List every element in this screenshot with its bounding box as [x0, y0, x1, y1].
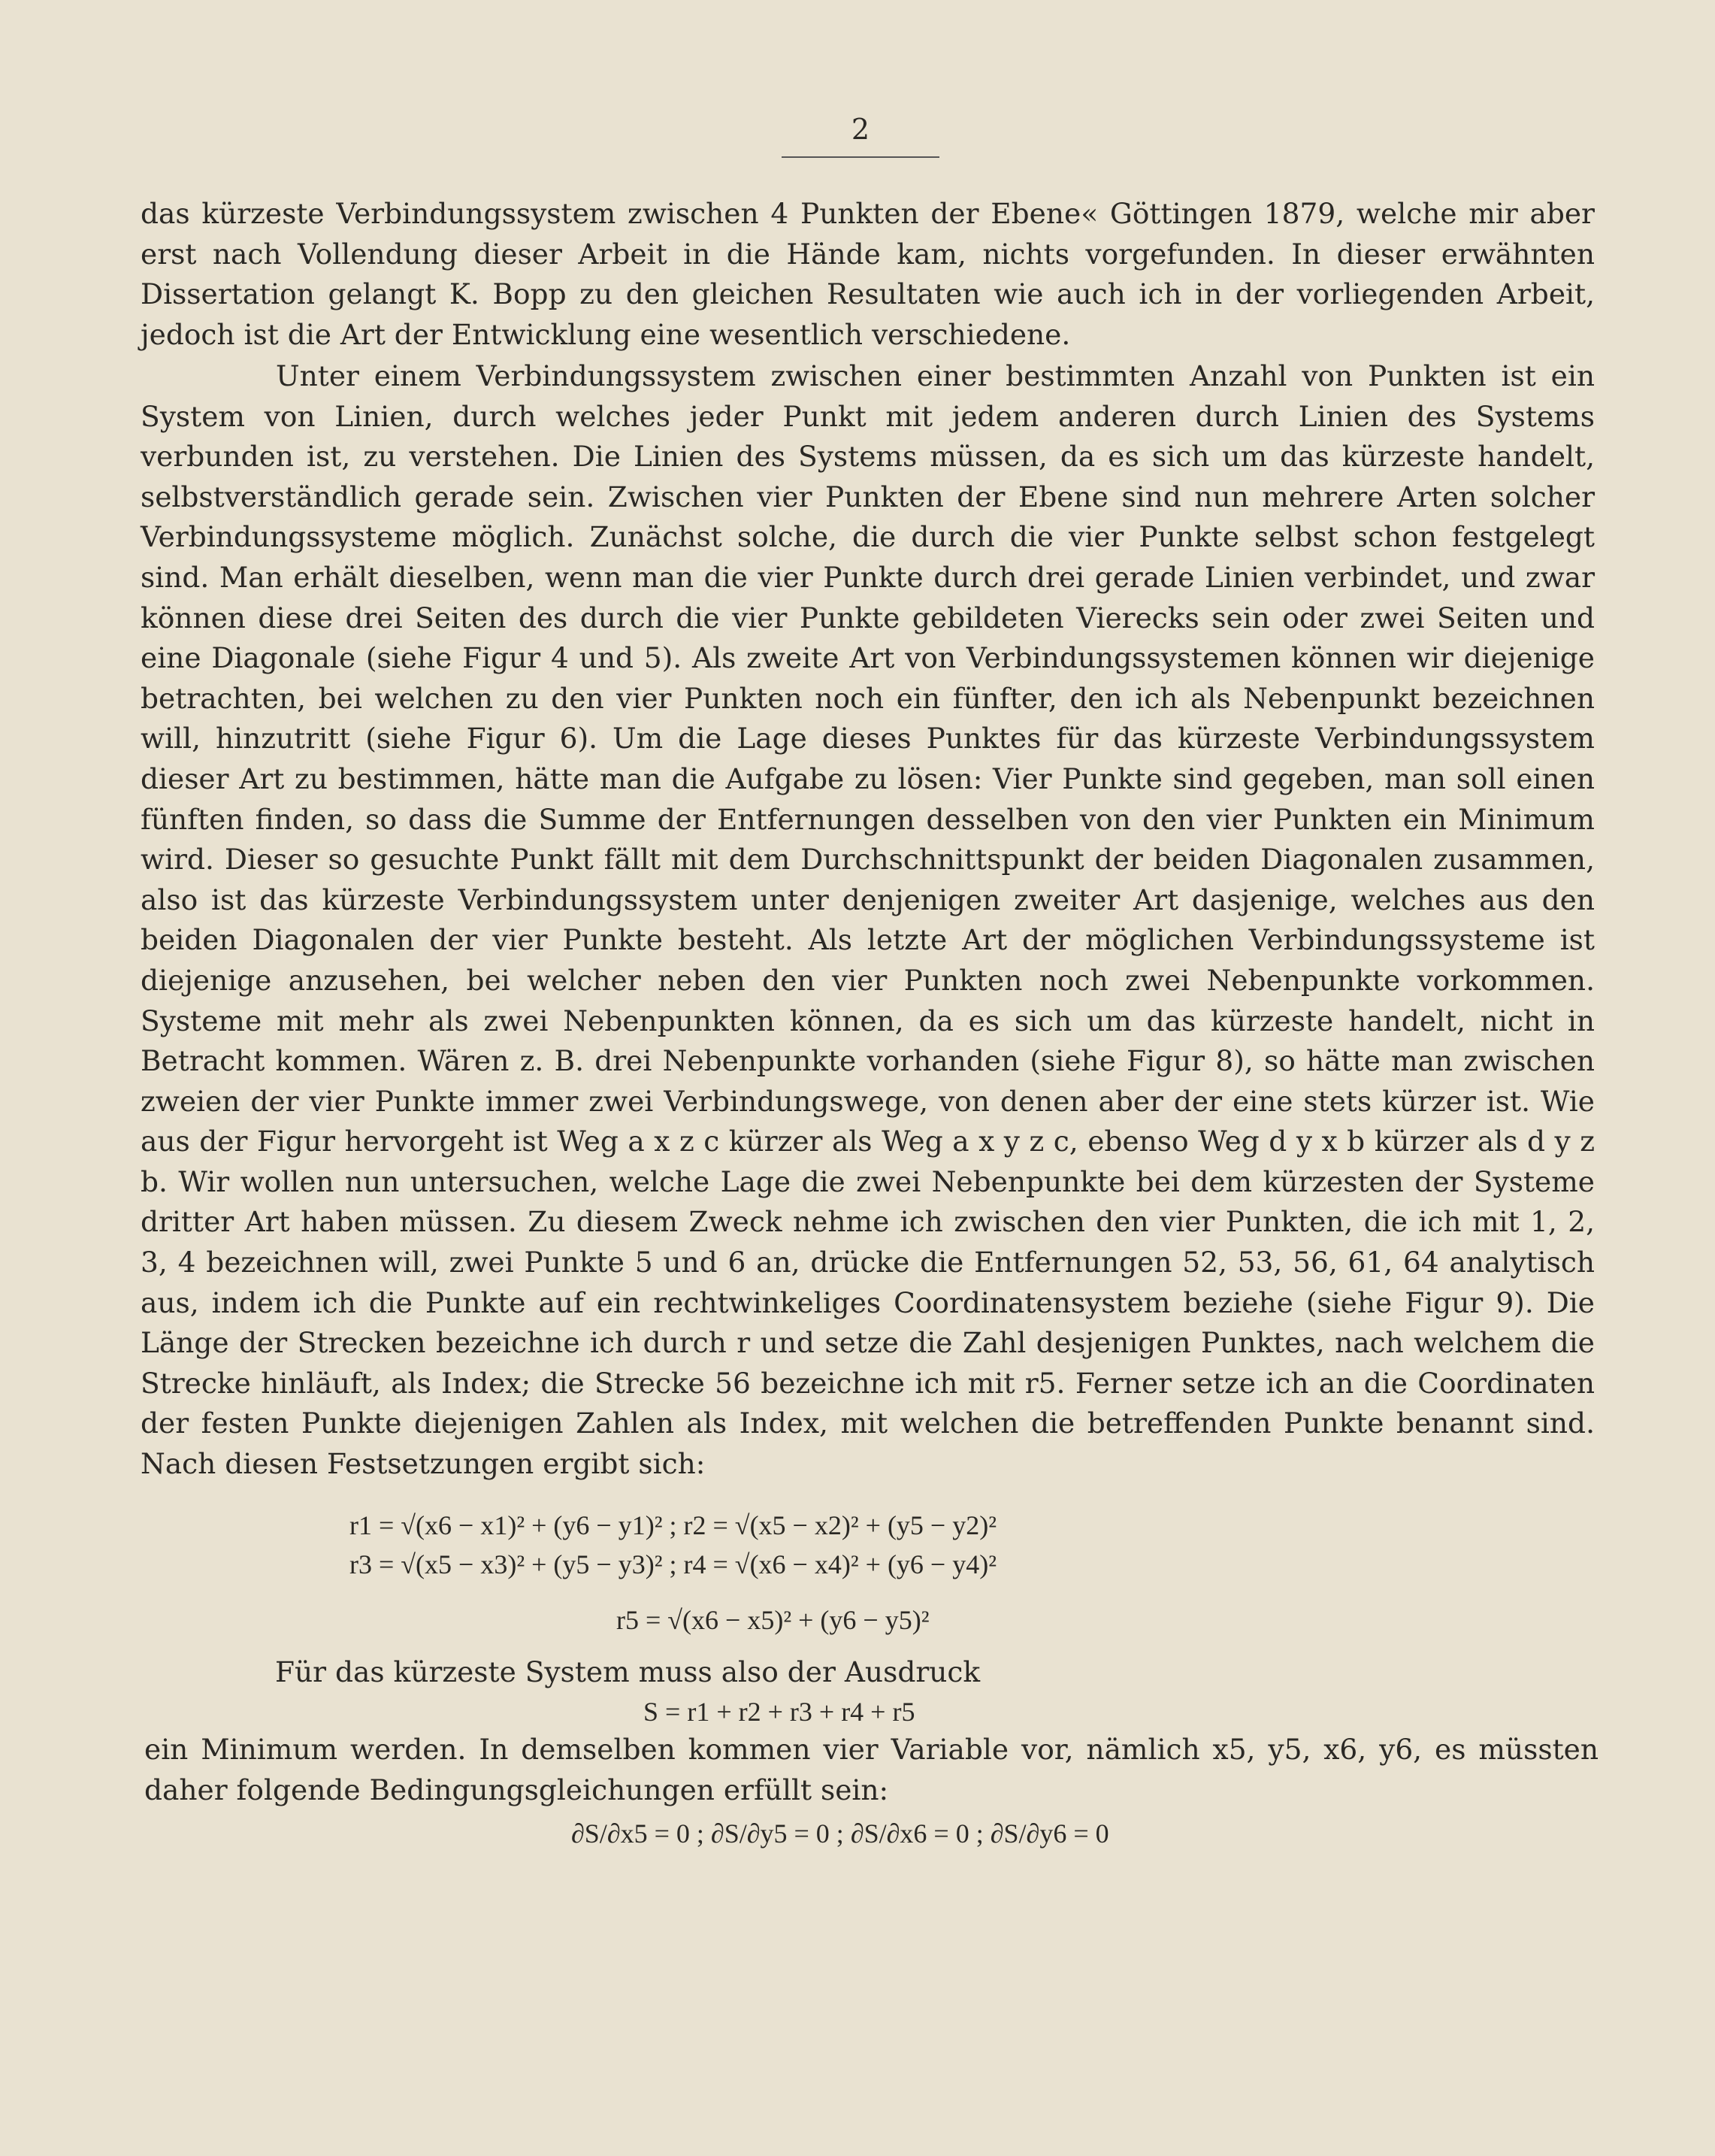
- equation-r3: r3 = √(x5 − x3)² + (y5 − y3)²: [349, 1549, 663, 1579]
- paragraph-2: Unter einem Verbindungssystem zwischen einer bestimmten Anzahl von Punkten ist ein System von Linien, durch welches jeder Punkt mit jedem anderen durch Linien des Systems verbunden ist, zu verstehen. Die Linien des Systems müssen, da es sich um das kürzeste handelt, selbstverständlich gerade sein. Zwischen vier Punkten der Ebene sind nun mehrere Arten solcher Verbindungssysteme möglich. Zunächst solche, die durch die vier Punkte selbst schon festgelegt sind. Man erhält dieselben, wenn man die vier Punkte durch drei gerade Linien verbindet, und zwar können diese drei Seiten des durch die vier Punkte gebildeten Vierecks sein oder zwei Seiten und eine Diagonale (siehe Figur 4 und 5). Als zweite Art von Verbindungssystemen können wir diejenige betrachten, bei welchen zu den vier Punkten noch ein fünfter, den ich als Nebenpunkt bezeichnen will, hinzutritt (siehe Figur 6). Um die Lage dieses Punktes für das kürzeste Verbindungssystem dieser Art zu bestimmen, hätte man die Aufgabe zu lösen: Vier Punkte sind gegeben, man soll einen fünften finden, so dass die Summe der Entfernungen desselben von den vier Punkten ein Minimum wird. Dieser so gesuchte Punkt fällt mit dem Durchschnittspunkt der beiden Diagonalen zusammen, also ist das kürzeste Verbindungssystem unter denjenigen zweiter Art dasjenige, welches aus den beiden Diagonalen der vier Punkte besteht. Als letzte Art der möglichen Verbindungssysteme ist diejenige anzusehen, bei welcher neben den vier Punkten noch zwei Nebenpunkte vorkommen. Systeme mit mehr als zwei Nebenpunkten können, da es sich um das kürzeste handelt, nicht in Betracht kommen. Wären z. B. drei Nebenpunkte vorhanden (siehe Figur 8), so hätte man zwischen zweien der vier Punkte immer zwei Verbindungswege, von denen aber der eine stets kürzer ist. Wie aus der Figur hervorgeht ist Weg a x z c kürzer als Weg a x y z c, ebenso Weg d y x b kürzer als d y z b. Wir wollen nun untersuchen, welche Lage die zwei Nebenpunkte bei dem kürzesten der Systeme dritter Art haben müssen. Zu diesem Zweck nehme ich zwischen den vier Punkten, die ich mit 1, 2, 3, 4 bezeichnen will, zwei Punkte 5 und 6 an, drücke die Entfernungen 52, 53, 56, 61, 64 analytisch aus, indem ich die Punkte auf ein rechtwinkeliges Coordinatensystem beziehe (siehe Figur 9). Die Länge der Strecken bezeichne ich durch r und setze die Zahl desjenigen Punktes, nach welchem die Strecke hinläuft, als Index; die Strecke 56 bezeichne ich mit r5. Ferner setze ich an die Coordinaten der festen Punkte diejenigen Zahlen als Index, mit welchen die betreffenden Punkte benannt sind. Nach diesen Festsetzungen ergibt sich:: [141, 359, 1595, 1481]
- equation-r2: r2 = √(x5 − x2)² + (y5 − y2)²: [683, 1510, 997, 1540]
- page-number: 2: [851, 113, 870, 146]
- equation-r1-r2: [349, 1510, 997, 1541]
- equation-r3-r4: [349, 1549, 997, 1580]
- equation-r4: r4 = √(x6 − x4)² + (y6 − y4)²: [683, 1549, 997, 1579]
- equation-r5: r5 = √(x6 − x5)² + (y6 − y5)²: [616, 1605, 930, 1635]
- paragraph-3: ein Minimum werden. In demselben kommen vier Variable vor, nämlich x5, y5, x6, y6, es müssten daher folgende Bedingungsgleichungen erfüllt sein:: [144, 1733, 1599, 1806]
- equation-conditions: ∂S/∂x5 = 0 ; ∂S/∂y5 = 0 ; ∂S/∂x6 = 0 ; ∂S/∂y6 = 0: [571, 1818, 1109, 1849]
- text-line-fur: Für das kürzeste System muss also der Ausdruck: [275, 1655, 981, 1688]
- equation-r1: r1 = √(x6 − x1)² + (y6 − y1)²: [349, 1510, 663, 1540]
- paragraph-1: das kürzeste Verbindungssystem zwischen 4 Punkten der Ebene« Göttingen 1879, welche mir aber erst nach Vollendung dieser Arbeit in die Hände kam, nichts vorgefunden. In dieser erwähnten Dissertation gelangt K. Bopp zu den gleichen Resultaten wie auch ich in der vorliegenden Arbeit, jedoch ist die Art der Entwicklung eine wesentlich verschiedene.: [141, 197, 1595, 351]
- equation-sum: S = r1 + r2 + r3 + r4 + r5: [643, 1697, 915, 1727]
- equation-separator: ;: [669, 1549, 677, 1579]
- equation-separator: ;: [669, 1510, 677, 1540]
- page-number-rule: [782, 156, 939, 158]
